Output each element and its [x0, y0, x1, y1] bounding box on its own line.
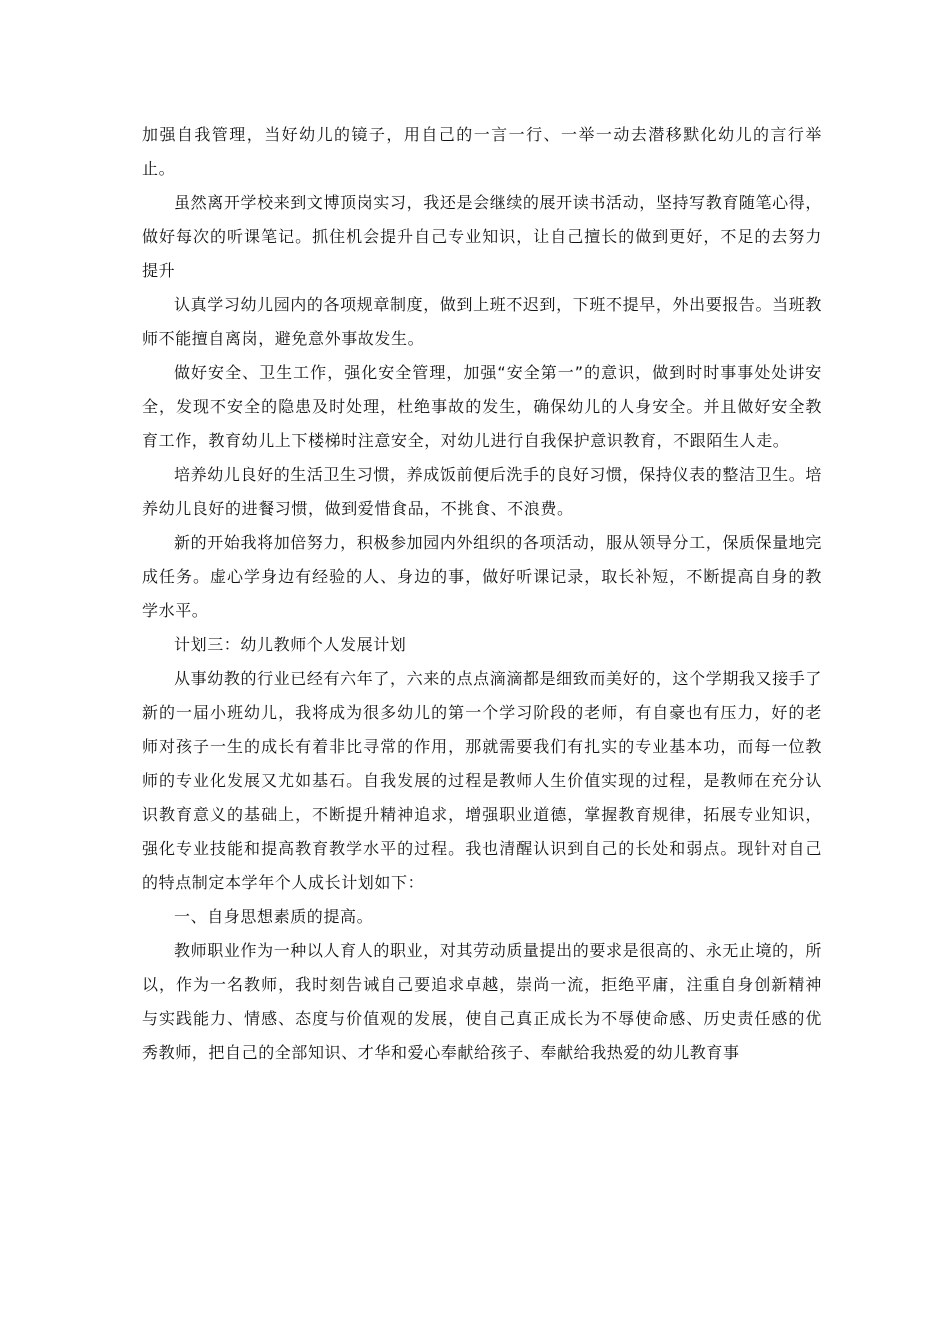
paragraph-1: 加强自我管理，当好幼儿的镜子，用自己的一言一行、一举一动去潜移默化幼儿的言行举止。 — [142, 125, 822, 178]
paragraph-4: 做好安全、卫生工作，强化安全管理，加强“安全第一”的意识，做到时时事事处处讲安全，发现不安全的隐患及时处理，杜绝事故的发生，确保幼儿的人身安全。并且做好安全教育工作，教育幼儿上下楼梯时注意安全，对幼儿进行自我保护意识教育，不跟陌生人走。 — [142, 363, 822, 450]
paragraph-10: 教师职业作为一种以人育人的职业，对其劳动质量提出的要求是很高的、永无止境的，所以，作为一名教师，我时刻告诫自己要追求卓越，崇尚一流，拒绝平庸，注重自身创新精神与实践能力、情感、态度与价值观的发展，使自己真正成长为不辱使命感、历史责任感的优秀教师，把自己的全部知识、才华和爱心奉献给孩子、奉献给我热爱的幼儿教育事 — [142, 941, 822, 1062]
paragraph-5: 培养幼儿良好的生活卫生习惯，养成饭前便后洗手的良好习惯，保持仪表的整洁卫生。培养幼儿良好的进餐习惯，做到爱惜食品，不挑食、不浪费。 — [142, 465, 822, 518]
paragraph-2: 虽然离开学校来到文博顶岗实习，我还是会继续的展开读书活动，坚持写教育随笔心得，做好每次的听课笔记。抓住机会提升自己专业知识，让自己擅长的做到更好，不足的去努力提升 — [142, 193, 822, 280]
subheading-one: 一、自身思想素质的提高。 — [174, 907, 374, 926]
paragraph-6: 新的开始我将加倍努力，积极参加园内外组织的各项活动，服从领导分工，保质保量地完成任务。虚心学身边有经验的人、身边的事，做好听课记录，取长补短，不断提高自身的教学水平。 — [142, 533, 822, 620]
section-heading-plan-three: 计划三：幼儿教师个人发展计划 — [174, 635, 407, 654]
document-body — [142, 118, 822, 1070]
paragraph-3: 认真学习幼儿园内的各项规章制度，做到上班不迟到，下班不提早，外出要报告。当班教师不能擅自离岗，避免意外事故发生。 — [142, 295, 822, 348]
paragraph-8: 从事幼教的行业已经有六年了，六来的点点滴滴都是细致而美好的，这个学期我又接手了新的一届小班幼儿，我将成为很多幼儿的第一个学习阶段的老师，有自豪也有压力，好的老师对孩子一生的成长有着非比寻常的作用，那就需要我们有扎实的专业基本功，而每一位教师的专业化发展又尤如基石。自我发展的过程是教师人生价值实现的过程，是教师在充分认识教育意义的基础上，不断提升精神追求，增强职业道德，掌握教育规律，拓展专业知识，强化专业技能和提高教育教学水平的过程。我也清醒认识到自己的长处和弱点。现针对自己的特点制定本学年个人成长计划如下： — [142, 669, 822, 892]
